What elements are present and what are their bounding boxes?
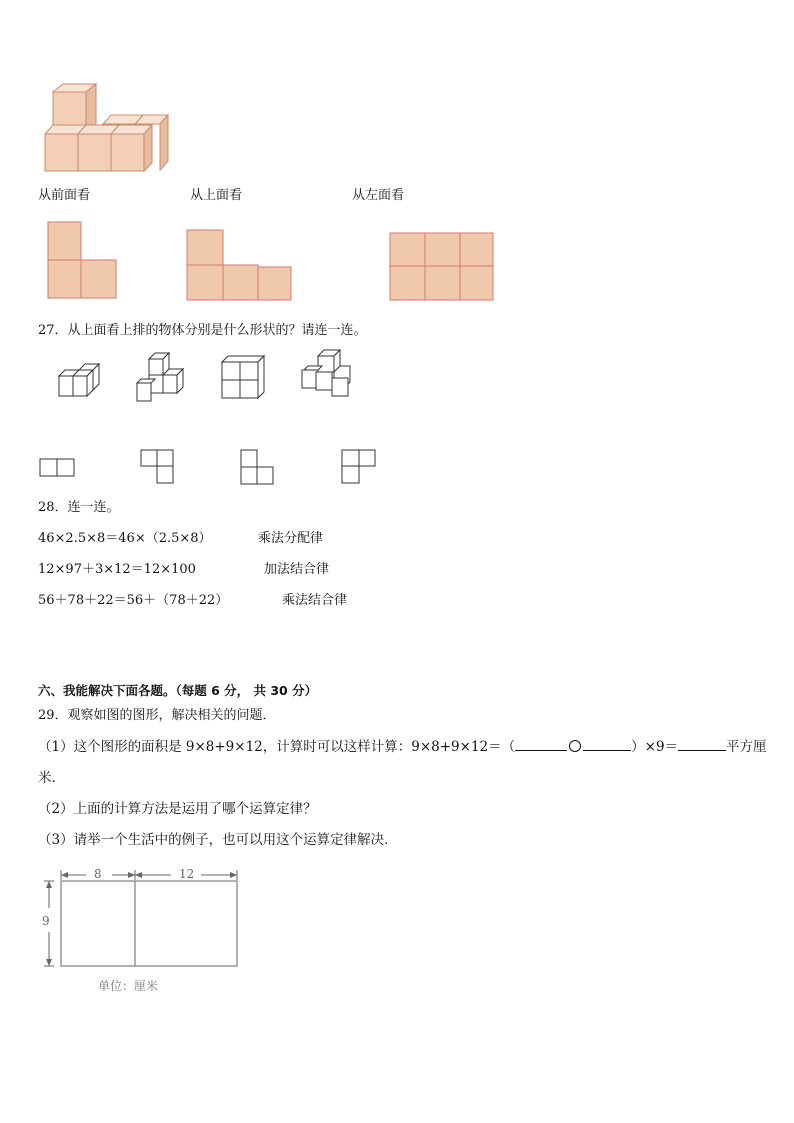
- question-28: 28．连一连。: [38, 500, 120, 515]
- plan-shape-4: [341, 449, 381, 489]
- object-2-figure: [135, 350, 190, 405]
- left-view-figure: [389, 232, 499, 304]
- answer-blank-1[interactable]: [515, 738, 567, 751]
- left-view-label: 从左面看: [352, 188, 405, 203]
- q29-part-1-wrap: 米．: [38, 770, 65, 786]
- dimension-label-8: 8: [94, 867, 102, 881]
- plan-shape-1: [39, 458, 79, 480]
- q29-part-1-suffix: 平方厘: [726, 739, 767, 755]
- equation-1: 46×2.5×8＝46×（2.5×8）: [38, 531, 212, 546]
- equation-2: 12×97＋3×12＝12×100: [38, 562, 196, 577]
- answer-blank-2[interactable]: [583, 738, 631, 751]
- dimension-label-12: 12: [179, 867, 195, 881]
- law-1: 乘法分配律: [258, 531, 324, 546]
- q29-part-1: [38, 738, 767, 756]
- rectangle-figure: [38, 862, 243, 997]
- answer-blank-3[interactable]: [678, 738, 726, 751]
- front-view-figure: [47, 221, 119, 301]
- q29-part-3: （3）请举一个生活中的例子，也可以用这个运算定律解决．: [38, 832, 398, 848]
- question-29: 29．观察如图的图形，解决相关的问题．: [38, 708, 276, 723]
- unit-label: 单位：厘米: [98, 979, 159, 993]
- plan-shape-3: [240, 449, 280, 489]
- plan-shape-2: [140, 449, 180, 489]
- cube-stack-figure: [40, 78, 180, 183]
- question-27: 27．从上面看上排的物体分别是什么形状的？请连一连。: [38, 323, 367, 338]
- object-4-figure: [298, 348, 353, 403]
- law-3: 乘法结合律: [282, 593, 348, 608]
- front-view-label: 从前面看: [38, 188, 91, 203]
- q29-part-1-mid: ）×9＝: [631, 739, 679, 755]
- q29-part-2: （2）上面的计算方法是运用了哪个运算定律？: [38, 801, 317, 817]
- top-view-figure: [186, 229, 296, 304]
- dimension-label-9: 9: [42, 914, 50, 928]
- top-view-label: 从上面看: [190, 188, 243, 203]
- section-6-heading: 六、我能解决下面各题。（每题 6 分， 共 30 分）: [38, 683, 318, 698]
- operator-circle[interactable]: [569, 740, 581, 752]
- object-3-figure: [220, 352, 270, 402]
- law-2: 加法结合律: [264, 562, 330, 577]
- q29-part-1-prefix: （1）这个图形的面积是 9×8+9×12，计算时可以这样计算：9×8+9×12＝（: [38, 739, 516, 755]
- equation-3: 56＋78＋22＝56＋（78＋22）: [38, 593, 229, 608]
- object-1-figure: [57, 362, 107, 402]
